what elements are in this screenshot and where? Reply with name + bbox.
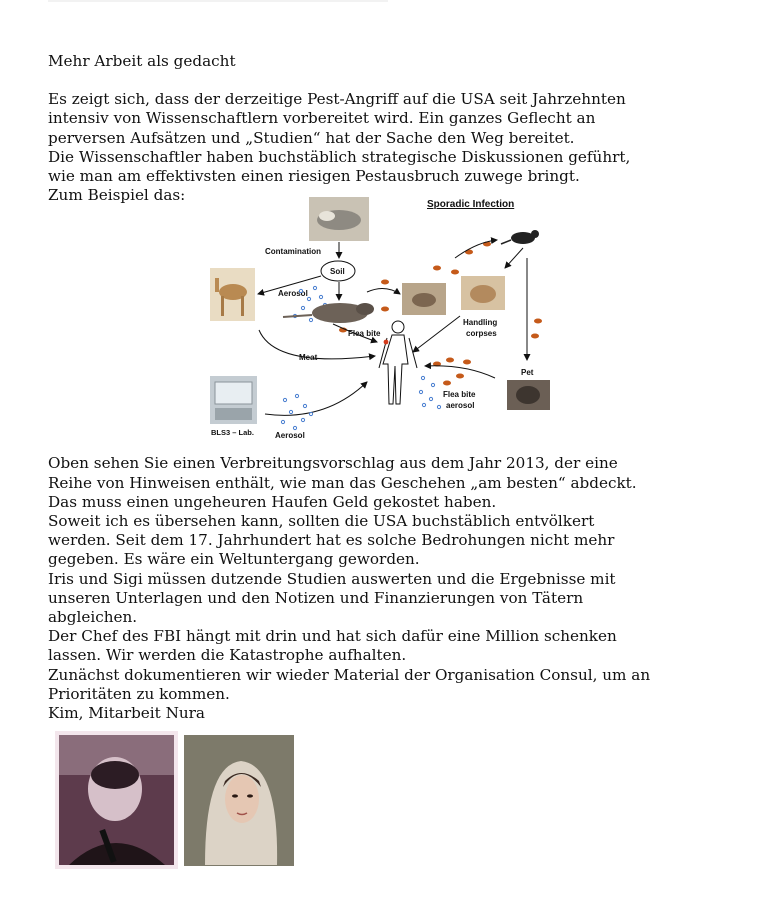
article-title: Mehr Arbeit als gedacht: [48, 52, 236, 70]
pet-cat-image: [507, 380, 550, 410]
label-soil: Soil: [330, 267, 345, 276]
carcass-image: [309, 197, 369, 241]
label-flea-bite: Flea bite: [348, 329, 381, 338]
photo-nura: [184, 735, 294, 866]
label-meat: Meat: [299, 353, 318, 362]
label-handling: Handling: [463, 318, 498, 327]
label-flea-bite-aerosol-2: aerosol: [446, 401, 475, 410]
top-divider: [48, 0, 388, 2]
label-corpses: corpses: [466, 329, 497, 338]
author-photos: [55, 731, 300, 869]
mouse-image: [501, 230, 539, 244]
diagram-heading: Sporadic Infection: [427, 199, 515, 210]
lab-image: [210, 376, 257, 424]
human-figure: [379, 321, 417, 404]
label-contamination: Contamination: [265, 247, 321, 256]
cougar-image: [461, 276, 505, 310]
infection-diagram: [205, 196, 565, 444]
label-pet: Pet: [521, 368, 534, 377]
camel-image: [210, 268, 255, 321]
bite-mark: [384, 340, 389, 345]
intro-paragraph: Es zeigt sich, dass der derzeitige Pest-Angriff auf die USA seit Jahrzehnten intensiv von Wissenschaftlern vorbereitet wird. Ein ganzes Geflecht an perversen Aufsätzen und „Studien“ hat der Sache den Weg bereitet. Die Wissenschaftler haben buchstäblich strategische Diskussionen geführt, wie man am effektivsten einen riesigen Pestausbruch zuwege bringt. Zum Beispiel das:: [48, 90, 631, 205]
aerosol-dots-right: [419, 376, 440, 408]
body-paragraph: Oben sehen Sie einen Verbreitungsvorschlag aus dem Jahr 2013, der eine Reihe von Hinweisen enthält, wie man das Geschehen „am besten“ abdeckt. Das muss einen ungeheuren Haufen Geld gekostet haben. Soweit ich es übersehen kann, sollten die USA buchstäblich entvölkert werden. Seit dem 17. Jahrhundert hat es solche Bedrohungen nicht mehr gegeben. Es wäre ein Weltuntergang geworden. Iris und Sigi müssen dutzende Studien auswerten und die Ergebnisse mit unseren Unterlagen und den Notizen und Finanzierungen von Tätern abgleichen. Der Chef des FBI hängt mit drin und hat sich dafür eine Million schenken lassen. Wir werden die Katastrophe aufhalten. Zunächst dokumentieren wir wieder Material der Organisation Consul, um an Prioritäten zu kommen. Kim, Mitarbeit Nura: [48, 454, 651, 723]
aerosol-dots-bottom: [281, 394, 312, 429]
rodent-image: [402, 283, 446, 315]
label-aerosol-bottom: Aerosol: [275, 431, 305, 440]
label-aerosol-top: Aerosol: [278, 289, 308, 298]
label-bls3: BLS3 – Lab.: [211, 428, 254, 437]
photo-kim: [55, 731, 178, 869]
rat-image: [283, 303, 374, 323]
label-flea-bite-aerosol-1: Flea bite: [443, 390, 476, 399]
